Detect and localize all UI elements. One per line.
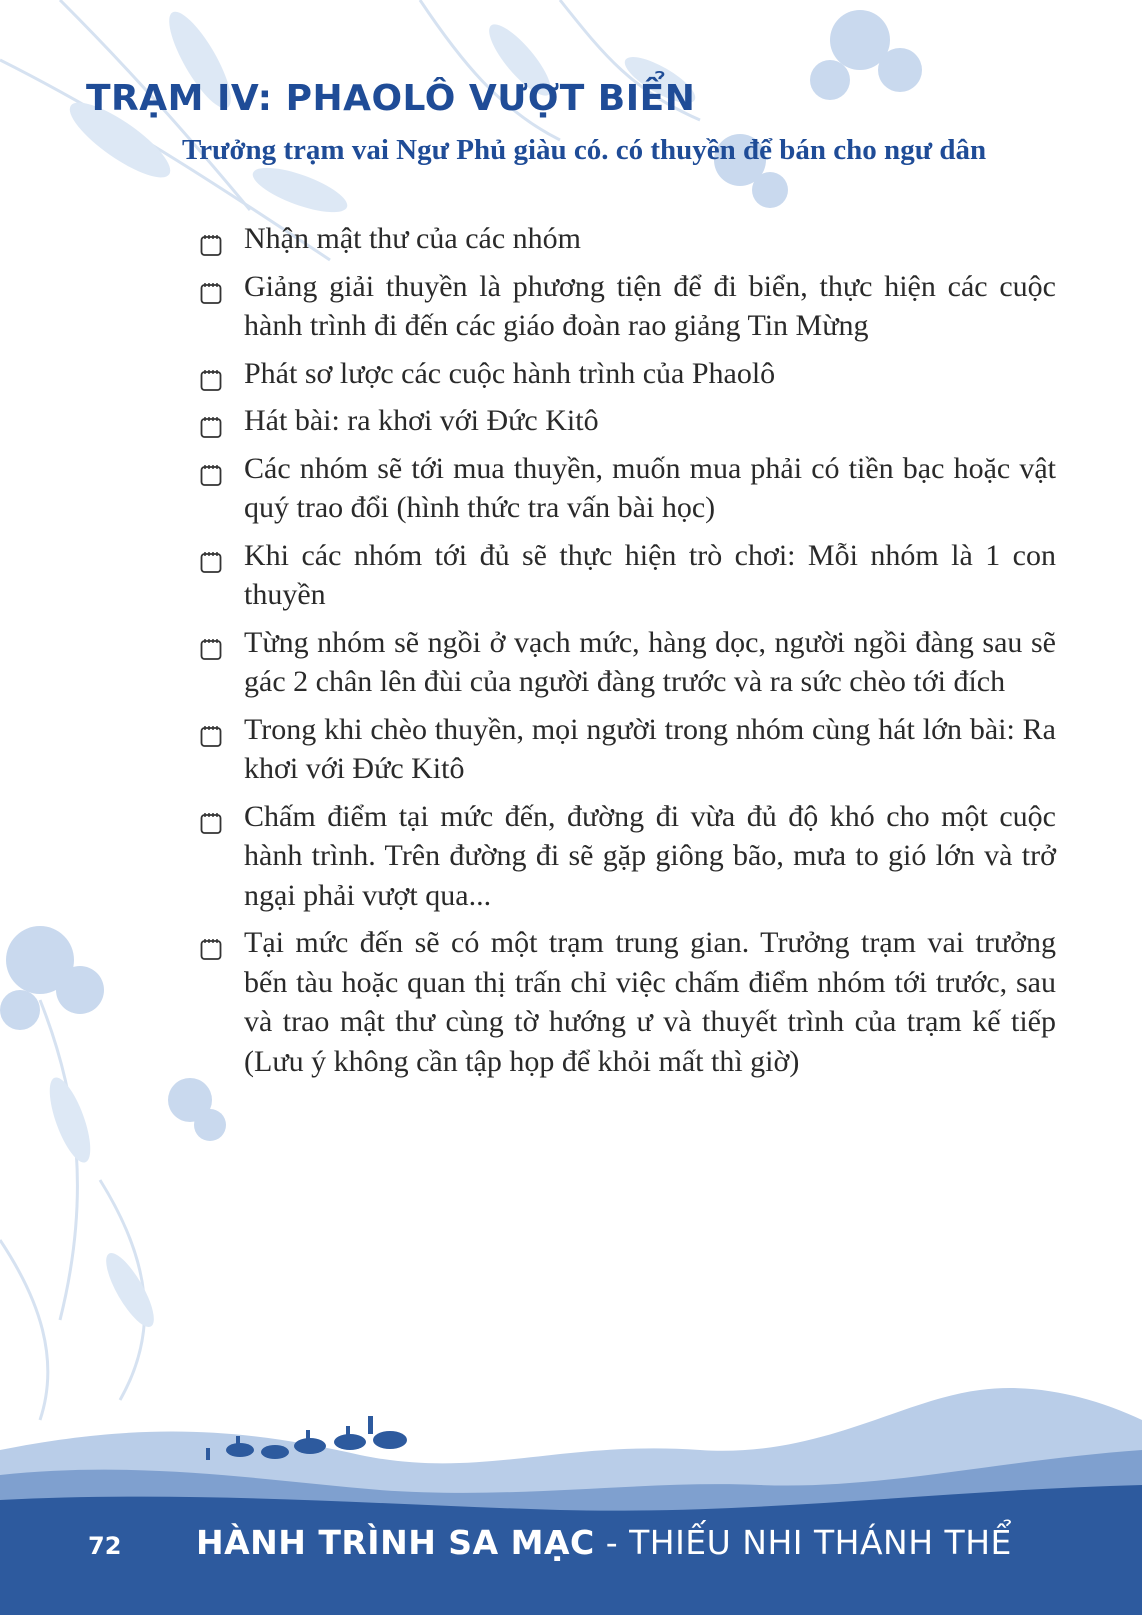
- checkbox-icon[interactable]: [200, 719, 223, 742]
- checkbox-icon[interactable]: [200, 632, 223, 655]
- station-subtitle: Trưởng trạm vai Ngư Phủ giàu có. có thuyền để bán cho ngư dân: [182, 134, 987, 166]
- checklist-item: [200, 401, 1056, 441]
- checklist-item-text: Nhận mật thư của các nhóm: [244, 222, 581, 255]
- checkbox-icon[interactable]: [200, 410, 223, 433]
- checklist-item-text: Từng nhóm sẽ ngồi ở vạch mức, hàng dọc, người ngồi đàng sau sẽ gác 2 chân lên đùi của người đàng trước và ra sức chèo tới đích: [244, 625, 1056, 698]
- checklist-item: [200, 354, 1056, 394]
- checklist-item: [200, 797, 1056, 916]
- book-title: [196, 1523, 1012, 1562]
- checklist-item: [200, 536, 1056, 615]
- page-title: TRẠM IV: PHAOLÔ VƯỢT BIỂN: [86, 78, 696, 119]
- book-title-subtitle: THIẾU NHI THÁNH THỂ: [629, 1523, 1012, 1562]
- book-title-bold: HÀNH TRÌNH SA MẠC: [196, 1523, 595, 1562]
- checklist-item-text: Giảng giải thuyền là phương tiện để đi biển, thực hiện các cuộc hành trình đi đến các giáo đoàn rao giảng Tin Mừng: [244, 269, 1056, 342]
- checklist-item-text: Chấm điểm tại mức đến, đường đi vừa đủ độ khó cho một cuộc hành trình. Trên đường đi sẽ gặp giông bão, mưa to gió lớn và trở ngại phải vượt qua...: [244, 799, 1056, 912]
- checklist-item: [200, 449, 1056, 528]
- checklist-item-text: Khi các nhóm tới đủ sẽ thực hiện trò chơi: Mỗi nhóm là 1 con thuyền: [244, 538, 1056, 611]
- checkbox-icon[interactable]: [200, 228, 223, 251]
- checkbox-icon[interactable]: [200, 363, 223, 386]
- task-checklist: [200, 219, 1056, 1089]
- checkbox-icon[interactable]: [200, 458, 223, 481]
- checklist-item: [200, 267, 1056, 346]
- checkbox-icon[interactable]: [200, 932, 223, 955]
- checklist-item: [200, 623, 1056, 702]
- checklist-item-text: Trong khi chèo thuyền, mọi người trong nhóm cùng hát lớn bài: Ra khơi với Đức Kitô: [244, 712, 1056, 785]
- checkbox-icon[interactable]: [200, 545, 223, 568]
- checklist-item: [200, 710, 1056, 789]
- checkbox-icon[interactable]: [200, 276, 223, 299]
- checklist-item: [200, 923, 1056, 1081]
- book-title-separator: -: [594, 1523, 630, 1562]
- page-number: 72: [88, 1532, 122, 1560]
- checkbox-icon[interactable]: [200, 806, 223, 829]
- checklist-item-text: Hát bài: ra khơi với Đức Kitô: [244, 404, 599, 437]
- checklist-item: [200, 219, 1056, 259]
- checklist-item-text: Các nhóm sẽ tới mua thuyền, muốn mua phải có tiền bạc hoặc vật quý trao đổi (hình thức tra vấn bài học): [244, 451, 1056, 524]
- checklist-item-text: Phát sơ lược các cuộc hành trình của Phaolô: [244, 356, 776, 390]
- checklist-item-text: Tại mức đến sẽ có một trạm trung gian. Trưởng trạm vai trưởng bến tàu hoặc quan thị trấn chỉ việc chấm điểm nhóm tới trước, sau và trao mật thư cùng tờ hướng ư và thuyết trình của trạm kế tiếp (Lưu ý không cần tập họp để khỏi mất thì giờ): [244, 926, 1056, 1078]
